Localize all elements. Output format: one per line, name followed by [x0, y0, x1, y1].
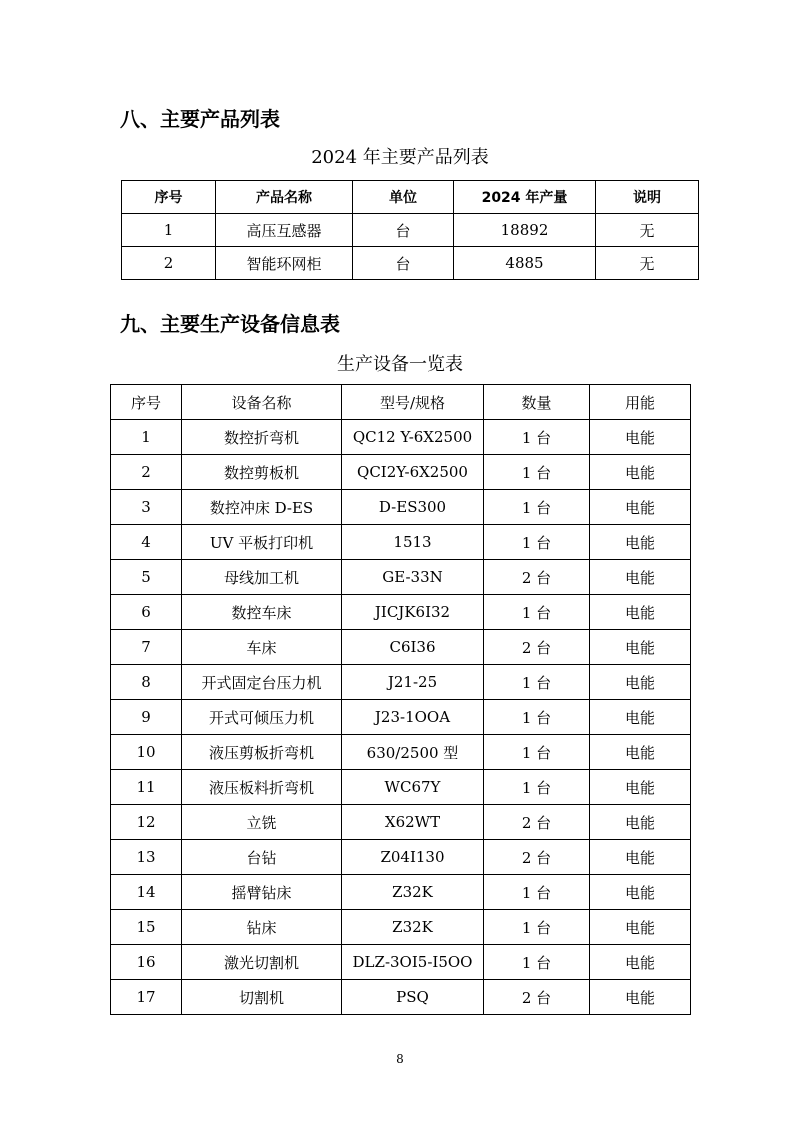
equipment-row-col3-cell: X62WT [342, 805, 484, 840]
product-row-col4-cell: 4885 [454, 247, 596, 280]
equipment-row-index-cell: 14 [111, 875, 182, 910]
equipment-row-index-cell: 12 [111, 805, 182, 840]
equipment-col-name: 设备名称 [182, 385, 342, 420]
equipment-row [111, 770, 691, 805]
equipment-row-col4-cell: 2 台 [484, 840, 590, 875]
product-row [122, 247, 699, 280]
product-row-col3-cell: 台 [353, 214, 454, 247]
equipment-row-col3-cell: D-ES300 [342, 490, 484, 525]
equipment-row-col5-cell: 电能 [590, 770, 691, 805]
equipment-row [111, 525, 691, 560]
equipment-row-col4-cell: 1 台 [484, 875, 590, 910]
equipment-row-col3-cell: GE-33N [342, 560, 484, 595]
page-number: 8 [396, 1052, 404, 1066]
equipment-row-name-cell: 激光切割机 [182, 945, 342, 980]
equipment-row-index-cell: 13 [111, 840, 182, 875]
product-col-index: 序号 [122, 181, 216, 214]
equipment-row-index-cell: 9 [111, 700, 182, 735]
equipment-row-col4-cell: 1 台 [484, 420, 590, 455]
equipment-row-name-cell: 切割机 [182, 980, 342, 1015]
equipment-row-name-cell: UV 平板打印机 [182, 525, 342, 560]
equipment-row-col5-cell: 电能 [590, 455, 691, 490]
equipment-row-name-cell: 数控折弯机 [182, 420, 342, 455]
product-col-name: 产品名称 [216, 181, 353, 214]
product-table [121, 180, 699, 280]
section-8-heading: 八、主要产品列表 [120, 107, 280, 131]
equipment-row [111, 700, 691, 735]
equipment-row [111, 595, 691, 630]
equipment-row [111, 875, 691, 910]
equipment-row-col3-cell: Z32K [342, 910, 484, 945]
equipment-row-col3-cell: C6I36 [342, 630, 484, 665]
equipment-row-col4-cell: 1 台 [484, 525, 590, 560]
equipment-row-col4-cell: 1 台 [484, 910, 590, 945]
equipment-row [111, 665, 691, 700]
product-table-caption: 2024 年主要产品列表 [311, 147, 489, 168]
equipment-col-model: 型号/规格 [342, 385, 484, 420]
equipment-row-col5-cell: 电能 [590, 980, 691, 1015]
equipment-row-index-cell: 10 [111, 735, 182, 770]
equipment-row-col5-cell: 电能 [590, 665, 691, 700]
equipment-row-name-cell: 开式固定台压力机 [182, 665, 342, 700]
equipment-row-col5-cell: 电能 [590, 910, 691, 945]
product-row [122, 214, 699, 247]
equipment-row [111, 735, 691, 770]
equipment-row-col3-cell: WC67Y [342, 770, 484, 805]
equipment-row-index-cell: 11 [111, 770, 182, 805]
equipment-row-col3-cell: 630/2500 型 [342, 735, 484, 770]
equipment-row-col5-cell: 电能 [590, 700, 691, 735]
equipment-row-col5-cell: 电能 [590, 490, 691, 525]
equipment-row-col3-cell: JICJK6I32 [342, 595, 484, 630]
equipment-row-name-cell: 母线加工机 [182, 560, 342, 595]
equipment-row-name-cell: 开式可倾压力机 [182, 700, 342, 735]
equipment-row [111, 840, 691, 875]
equipment-row-col4-cell: 1 台 [484, 665, 590, 700]
equipment-row-name-cell: 钻床 [182, 910, 342, 945]
equipment-row-col5-cell: 电能 [590, 735, 691, 770]
equipment-row-col5-cell: 电能 [590, 420, 691, 455]
equipment-row [111, 455, 691, 490]
product-table-body [122, 214, 699, 280]
equipment-row-col5-cell: 电能 [590, 840, 691, 875]
equipment-row-col4-cell: 1 台 [484, 700, 590, 735]
product-row-col4-cell: 18892 [454, 214, 596, 247]
product-table-header-row [122, 181, 699, 214]
equipment-row-name-cell: 立铣 [182, 805, 342, 840]
equipment-row-col4-cell: 2 台 [484, 980, 590, 1015]
equipment-row-col3-cell: QCI2Y-6X2500 [342, 455, 484, 490]
equipment-row-col3-cell: J23-1OOA [342, 700, 484, 735]
equipment-row-name-cell: 摇臂钻床 [182, 875, 342, 910]
equipment-row-col3-cell: DLZ-3OI5-I5OO [342, 945, 484, 980]
product-col-unit: 单位 [353, 181, 454, 214]
equipment-row-name-cell: 液压板料折弯机 [182, 770, 342, 805]
product-col-output: 2024 年产量 [454, 181, 596, 214]
equipment-row-col4-cell: 2 台 [484, 805, 590, 840]
equipment-row [111, 420, 691, 455]
equipment-row-col5-cell: 电能 [590, 630, 691, 665]
equipment-row-name-cell: 车床 [182, 630, 342, 665]
equipment-row-col4-cell: 1 台 [484, 945, 590, 980]
equipment-col-quantity: 数量 [484, 385, 590, 420]
equipment-row-col4-cell: 1 台 [484, 455, 590, 490]
equipment-row-name-cell: 液压剪板折弯机 [182, 735, 342, 770]
equipment-row-index-cell: 2 [111, 455, 182, 490]
equipment-row [111, 630, 691, 665]
equipment-row-index-cell: 7 [111, 630, 182, 665]
equipment-table-caption: 生产设备一览表 [337, 354, 463, 375]
equipment-row [111, 910, 691, 945]
equipment-row-name-cell: 台钻 [182, 840, 342, 875]
equipment-row-index-cell: 6 [111, 595, 182, 630]
equipment-row-name-cell: 数控剪板机 [182, 455, 342, 490]
equipment-row-col4-cell: 1 台 [484, 490, 590, 525]
equipment-row-index-cell: 8 [111, 665, 182, 700]
equipment-row [111, 980, 691, 1015]
equipment-row [111, 490, 691, 525]
equipment-row-col4-cell: 1 台 [484, 770, 590, 805]
equipment-row-col5-cell: 电能 [590, 945, 691, 980]
equipment-row-col3-cell: J21-25 [342, 665, 484, 700]
product-row-col5-cell: 无 [596, 247, 699, 280]
equipment-row-index-cell: 16 [111, 945, 182, 980]
equipment-row-col3-cell: PSQ [342, 980, 484, 1015]
product-row-name-cell: 高压互感器 [216, 214, 353, 247]
equipment-row-col3-cell: Z32K [342, 875, 484, 910]
equipment-row-col3-cell: 1513 [342, 525, 484, 560]
product-row-name-cell: 智能环网柜 [216, 247, 353, 280]
equipment-row-col5-cell: 电能 [590, 875, 691, 910]
equipment-row [111, 560, 691, 595]
equipment-row-name-cell: 数控车床 [182, 595, 342, 630]
equipment-row-col4-cell: 1 台 [484, 595, 590, 630]
equipment-row-col3-cell: Z04I130 [342, 840, 484, 875]
equipment-row-col3-cell: QC12 Y-6X2500 [342, 420, 484, 455]
equipment-row-index-cell: 17 [111, 980, 182, 1015]
product-row-index-cell: 1 [122, 214, 216, 247]
equipment-table-body [111, 420, 691, 1015]
equipment-row [111, 805, 691, 840]
equipment-col-energy: 用能 [590, 385, 691, 420]
equipment-row-index-cell: 5 [111, 560, 182, 595]
product-col-note: 说明 [596, 181, 699, 214]
equipment-row-col5-cell: 电能 [590, 595, 691, 630]
equipment-row-col4-cell: 2 台 [484, 630, 590, 665]
equipment-col-index: 序号 [111, 385, 182, 420]
equipment-row-col5-cell: 电能 [590, 805, 691, 840]
equipment-row-col4-cell: 1 台 [484, 735, 590, 770]
equipment-row-index-cell: 3 [111, 490, 182, 525]
product-row-col5-cell: 无 [596, 214, 699, 247]
equipment-row-index-cell: 1 [111, 420, 182, 455]
section-9-heading: 九、主要生产设备信息表 [120, 312, 340, 336]
equipment-row-col5-cell: 电能 [590, 525, 691, 560]
equipment-row-col5-cell: 电能 [590, 560, 691, 595]
equipment-table-header-row [111, 385, 691, 420]
product-row-col3-cell: 台 [353, 247, 454, 280]
equipment-row [111, 945, 691, 980]
equipment-row-name-cell: 数控冲床 D-ES [182, 490, 342, 525]
equipment-row-index-cell: 4 [111, 525, 182, 560]
equipment-row-col4-cell: 2 台 [484, 560, 590, 595]
product-row-index-cell: 2 [122, 247, 216, 280]
equipment-row-index-cell: 15 [111, 910, 182, 945]
equipment-table [110, 384, 691, 1015]
